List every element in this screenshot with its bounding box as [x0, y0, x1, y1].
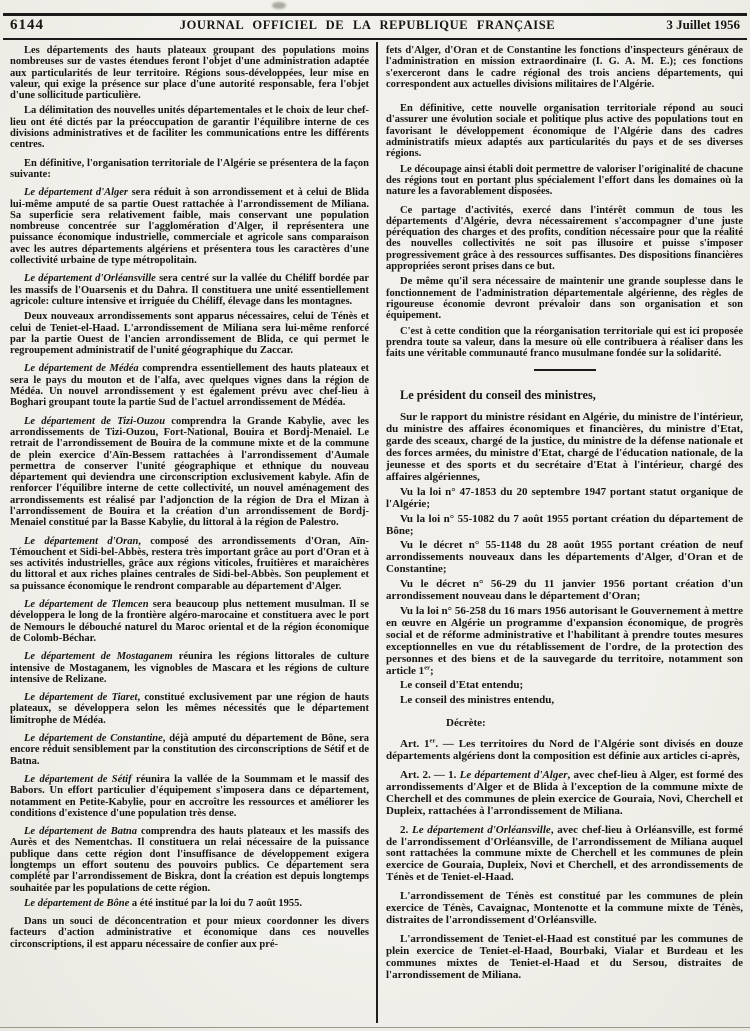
line-conseil-etat: Le conseil d'Etat entendu; — [400, 679, 524, 692]
para-departement-batna: Le département de Batna comprendra des hauts plateaux et les massifs des Aurès et des Nementchas. Il constituera un relai nécessaire de la puissance publique dans cette région dont l'insuffisance de développement exigera longtemps un effort soutenu des pouvoirs publics. Ce département sera complété par l'arrondissement de Biskra, dont la création est depuis longtemps souhaitée par les populations de cette région. — [10, 826, 369, 894]
para-article-2-1: Art. 2. — 1. Le département d'Alger, avec chef-lieu à Alger, est formé des arrondissements d'Alger et de Blida à l'exception de la commune mixte de Cherchell et des communes de plein exercice de Gouraia, Novi, Cherchell et Dupleix, rattachées à l'arrondissement de Miliana. — [386, 768, 743, 817]
line-decrete: Décrète: — [446, 717, 486, 730]
para-departement-setif: Le département de Sétif réunira la vallée de la Soummam et le massif des Babors. Un effort particulier d'équipement s'imposera dans ce département, notamment en Petite-Kabylie, pour en accroître les ressources et améliorer les conditions d'existence d'une population très dense. — [10, 773, 369, 819]
journal-title: JOURNAL OFFICIEL DE LA REPUBLIQUE FRANÇAISE — [179, 18, 556, 32]
para-departement-oran: Le département d'Oran, composé des arrondissements d'Oran, Aïn-Témouchent et Sidi-bel-Abbès, restera très important grâce au port d'Oran et à ses activités industrielles, grâce aux régions viticoles, fruitières et maraichères du littoral et aux riches plaines centrales de Sidi-bel-Abbès. Son peuplement et sa puissance économique le rendront comparable au département d'Alger. — [10, 535, 369, 592]
page-number: 6144 — [10, 17, 44, 33]
top-rule — [3, 13, 747, 16]
para-departement-orleansville: Le département d'Orléansville sera centré sur la vallée du Chéliff bordée par les massifs de l'Ouarsenis et du Dahra. Il constituera une unité essentiellement agricole: culture intensive et irriguée du Chéliff, élevage dans les montagnes. — [10, 273, 369, 307]
separator-rule — [534, 369, 596, 371]
para-souplesse: De même qu'il sera nécessaire de maintenir une grande souplesse dans le fonctionnement de l'administration départementale algérienne, des règles de rigoureuse économie devront prévaloir dans son organisation et son équipement. — [386, 276, 743, 322]
header-rule — [3, 38, 747, 40]
para-condition: C'est à cette condition que la réorganisation territoriale qui est ici proposée prendra toute sa valeur, dans la mesure où elle contribuera à réaliser dans les faits une véritable communauté franco musulmane fondée sur la solidarité. — [386, 325, 743, 360]
para-en-definitive: En définitive, l'organisation territoriale de l'Algérie se présentera de la façon suivante: — [10, 157, 369, 180]
para-igame: fets d'Alger, d'Oran et de Constantine les fonctions d'inspecteurs généraux de l'administration en mission extraordinaire (I. G. A. M. E.); ces fonctions s'exerceront dans le cadre régional des trois anciens départements, qui correspondent aux actuelles divisions militaires de l'Algérie. — [386, 45, 743, 90]
para-en-definitive-2: En définitive, cette nouvelle organisation territoriale répond au souci d'assurer une évolution sociale et politique plus active des populations tout en favorisant le développement économique de l'Algérie dans des cadres administratifs mieux adaptés aux particularités du pays et de ses diverses régions. — [386, 103, 743, 160]
para-departement-medea: Le département de Médéa comprendra essentiellement des hauts plateaux et sera le pays du mouton et de l'alfa, avec quelques vignes dans la région de Médéa. Un nouvel arrondissement y est également prévu avec chef-lieu à Boghari groupant toute la partie Sud de l'actuel arrondissement de Médéa. — [10, 363, 369, 409]
para-vu-loi-47-1853: Vu la loi n° 47-1853 du 20 septembre 1947 portant statut organique de l'Algérie; — [386, 485, 743, 510]
para-deconcentration: Dans un souci de déconcentration et pour mieux coordonner les divers facteurs d'action administrative et économique dans ces nouvelles circonscriptions, il est apparu nécessaire de confier aux pré- — [10, 916, 369, 950]
para-deux-arrondissements: Deux nouveaux arrondissements sont apparus nécessaires, celui de Ténès et celui de Teniet-el-Haad. L'arrondissement de Miliana sera lui-même renforcé par la partie Ouest de l'ancien arrondissement de Blida, ce qui permet le regroupement administratif de l'unité géographique du Zaccar. — [10, 311, 369, 357]
left-column — [10, 45, 369, 954]
para-article-1: Art. 1er. — Les territoires du Nord de l'Algérie sont divisés en douze départements algériens dont la composition est définie aux articles ci-après, — [386, 737, 743, 763]
para-vu-loi-55-1082: Vu la loi n° 55-1082 du 7 août 1955 portant création du département de Bône; — [386, 512, 743, 537]
para-sur-le-rapport: Sur le rapport du ministre résidant en Algérie, du ministre de l'intérieur, du ministre des affaires économiques et financières, du ministre d'Etat, garde des sceaux, chargé de la justice, du ministre de la défense nationale et des forces armées, du ministre d'Etat, chargé de l'éducation nationale, de la jeunesse et des sports et du secrétaire d'Etat à l'intérieur, chargé des affaires algériennes, — [386, 411, 743, 483]
line-conseil-ministres: Le conseil des ministres entendu, — [400, 694, 555, 707]
para-arrondissement-teniet: L'arrondissement de Teniet-el-Haad est constitué par les communes de plein exercice de Teniet-el-Haad, Bourbaki, Vialar et Burdeau et les communes mixtes de Teniet-el-Haad et du Sersou, distraites de l'arrondissement de Miliana. — [386, 932, 743, 981]
para-vu-decret-55-1148: Vu le décret n° 55-1148 du 28 août 1955 portant création de neuf arrondissements nouveaux dans les départements d'Alger, d'Oran et de Constantine; — [386, 539, 743, 576]
right-column — [386, 45, 743, 984]
line-president: Le président du conseil des ministres, — [400, 388, 596, 403]
issue-date: 3 Juillet 1956 — [666, 17, 740, 32]
para-departement-constantine: Le département de Constantine, déjà amputé du département de Bône, sera encore réduit sensiblement par la constitution des circonscriptions de Sétif et de Batna. — [10, 733, 369, 767]
para-arrondissement-tenes: L'arrondissement de Ténès est constitué par les communes de plein exercice de Ténès, Cavaignac, Montenotte et la commune mixte de Ténès, distraites de l'arrondissement d'Orléansville. — [386, 890, 743, 926]
para-departement-tiaret: Le département de Tiaret, constitué exclusivement par une région de hauts plateaux, se développera selon les mêmes nécessités que le département limitrophe de Médéa. — [10, 692, 369, 726]
para-vu-loi-56-258: Vu la loi n° 56-258 du 16 mars 1956 autorisant le Gouvernement à mettre en œuvre en Algérie un programme d'expansion économique, de progrès social et de réforme administrative et l'habilitant à prendre toutes mesures exceptionnelles en vue du rétablissement de l'ordre, de la protection des personnes et des biens et de la sauvegarde du territoire, notamment son article 1er; — [386, 605, 743, 677]
para-departement-bone: Le département de Bône a été institué par la loi du 7 août 1955. — [24, 897, 303, 909]
para-delimitation: La délimitation des nouvelles unités départementales et le choix de leur chef-lieu ont été dictés par la préoccupation de garantir l'équilibre interne de ces divisions administratives et de faciliter les communications entre les différents centres. — [10, 105, 369, 151]
para-partage-activites: Ce partage d'activités, exercé dans l'intérêt commun de tous les départements d'Algérie, devra nécessairement s'accompagner d'une juste péréquation des charges et des profits, condition nécessaire pour que la réalité des nouvelles collectivités ne soit pas illusoire et puisse s'imposer progressivement grâce à des ressources suffisantes. Des dispositions financières appropriées seront prises dans ce but. — [386, 204, 743, 273]
para-hauts-plateaux: Les départements des hauts plateaux groupant des populations moins nombreuses sur de vastes étendues feront l'objet d'une administration adaptée aux particularités de leur territoire. Régions sous-développées, leur mise en valeur, qui exige la présence sur place d'une autorité responsable, fera l'objet d'une sollicitude particulière. — [10, 45, 369, 102]
page-header — [10, 17, 740, 34]
para-departement-alger: Le département d'Alger sera réduit à son arrondissement et à celui de Blida lui-même amputé de sa partie Ouest rattachée à l'arrondissement de Miliana. Sa superficie sera relativement faible, mais conservant une population nombreuse concentrée sur l'agglomération d'Alger, il représentera une puissance économique industrielle, commerciale et agricole sans comparaison avec les autres départements algériens et présentera tous les caractères d'une collectivité urbaine de type métropolitain. — [10, 187, 369, 267]
para-departement-mostaganem: Le département de Mostaganem réunira les régions littorales de culture intensive de Mostaganem, les vignobles de Mascara et les régions de culture intensive de Relizane. — [10, 651, 369, 685]
para-departement-tizi-ouzou: Le département de Tizi-Ouzou comprendra la Grande Kabylie, avec les arrondissements de Tizi-Ouzou, Fort-National, Bouira et Bordj-Menaiel. Le retrait de l'arrondissement de Bouira de la commune mixte et de la commune de plein exercice d'Aïn-Bessem rattachées à l'arrondissement d'Aumale permettra de conserver l'unité géographique et ethnique du nouveau département qui deviendra une circonscription exclusivement kabyle. Afin de renforcer l'équilibre interne de cette collectivité, un nouvel aménagement des arrondissements est réalisé par l'adjonction de la région de Dra el Mizan à l'arrondissement de Bouira et la création d'un arrondissement de Bordj-Menaiel constitué par la Basse Kabylie, du littoral à la région de Palestro. — [10, 415, 369, 529]
para-departement-tlemcen: Le département de Tlemcen sera beaucoup plus nettement musulman. Il se développera le long de la frontière algéro-marocaine et constituera avec le port de Nemours le débouché naturel du Maroc oriental et de la région économique de Colomb-Béchar. — [10, 599, 369, 644]
bottom-rule — [0, 1027, 750, 1028]
column-divider — [376, 42, 378, 1023]
para-article-2-2: 2. Le département d'Orléansville, avec chef-lieu à Orléansville, est formé de l'arrondissement d'Orléansville, de l'arrondissement de Miliana auquel sont rattachées la commune mixte de Cherchell et les communes de plein exercice de Gouraia, Dupleix, Novi et Cherchell, et des arrondissements de Ténès et de Teniet-el-Haad. — [386, 823, 743, 884]
print-smudge — [272, 2, 286, 9]
para-decoupage: Le découpage ainsi établi doit permettre de valoriser l'originalité de chacune des régions tout en portant plus spécialement l'effort dans les domaines où la nature les a favorablement disposées. — [386, 163, 743, 198]
para-vu-decret-56-29: Vu le décret n° 56-29 du 11 janvier 1956 portant création d'un arrondissement nouveau dans le département d'Oran; — [386, 578, 743, 603]
